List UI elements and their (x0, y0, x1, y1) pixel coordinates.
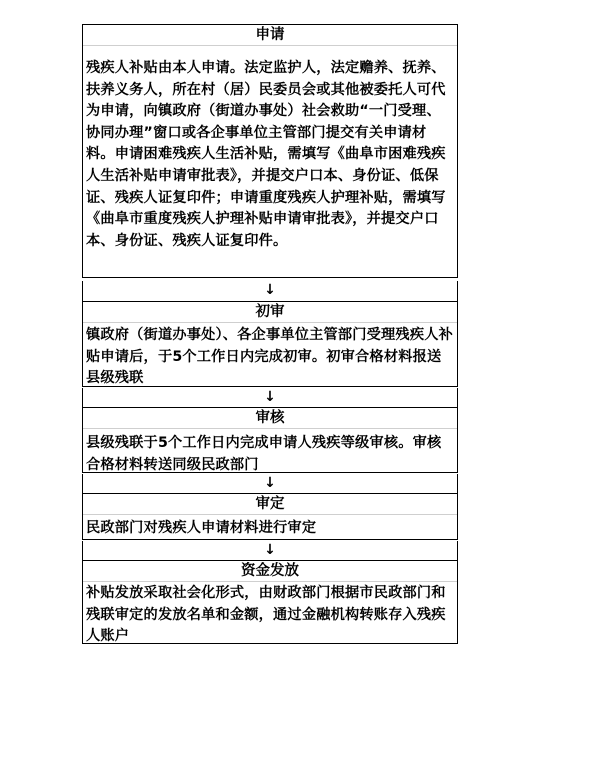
arrow-3 (82, 474, 458, 493)
down-arrow-icon: ↓ (264, 542, 276, 558)
step-apply-body: 残疾人补贴由本人申请。法定监护人，法定赡养、抚养、扶养义务人，所在村（居）民委员会或其他被委托人可代为申请，向镇政府（街道办事处）社会救助“一门受理、协同办理”窗口或各企事单位主管部门提交有关申请材料。申请困难残疾人生活补贴，需填写《曲阜市困难残疾人生活补贴申请审批表》，并提交户口本、身份证、低保证、残疾人证复印件；申请重度残疾人护理补贴，需填写《曲阜市重度残疾人护理补贴申请审批表》，并提交户口本、身份证、残疾人证复印件。 (86, 60, 446, 249)
step-apply-title: 申请 (83, 25, 457, 46)
step-approval-body: 民政部门对残疾人申请材料进行审定 (86, 520, 317, 536)
arrow-2 (82, 388, 458, 407)
step-review-title: 审核 (83, 408, 457, 429)
down-arrow-icon: ↓ (264, 475, 276, 491)
step-fund-disbursement-body: 补贴发放采取社会化形式，由财政部门根据市民政部门和残联审定的发放名单和金额，通过金融机构转账存入残疾人账户 (86, 585, 446, 645)
step-fund-disbursement-title: 资金发放 (83, 561, 457, 582)
step-preliminary-review-title: 初审 (83, 302, 457, 323)
step-preliminary-review (82, 301, 458, 387)
arrow-1 (82, 281, 458, 301)
arrow-4 (82, 541, 458, 560)
down-arrow-icon: ↓ (264, 282, 276, 298)
step-approval (82, 493, 458, 540)
step-approval-title: 审定 (83, 494, 457, 515)
down-arrow-icon: ↓ (264, 389, 276, 405)
step-fund-disbursement (82, 560, 458, 644)
step-apply (82, 24, 458, 278)
step-preliminary-review-body: 镇政府（街道办事处）、各企事单位主管部门受理残疾人补贴申请后，于5个工作日内完成初审。初审合格材料报送县级残联 (86, 327, 453, 387)
step-review (82, 407, 458, 473)
step-review-body: 县级残联于5个工作日内完成申请人残疾等级审核。审核合格材料转送同级民政部门 (86, 435, 442, 473)
